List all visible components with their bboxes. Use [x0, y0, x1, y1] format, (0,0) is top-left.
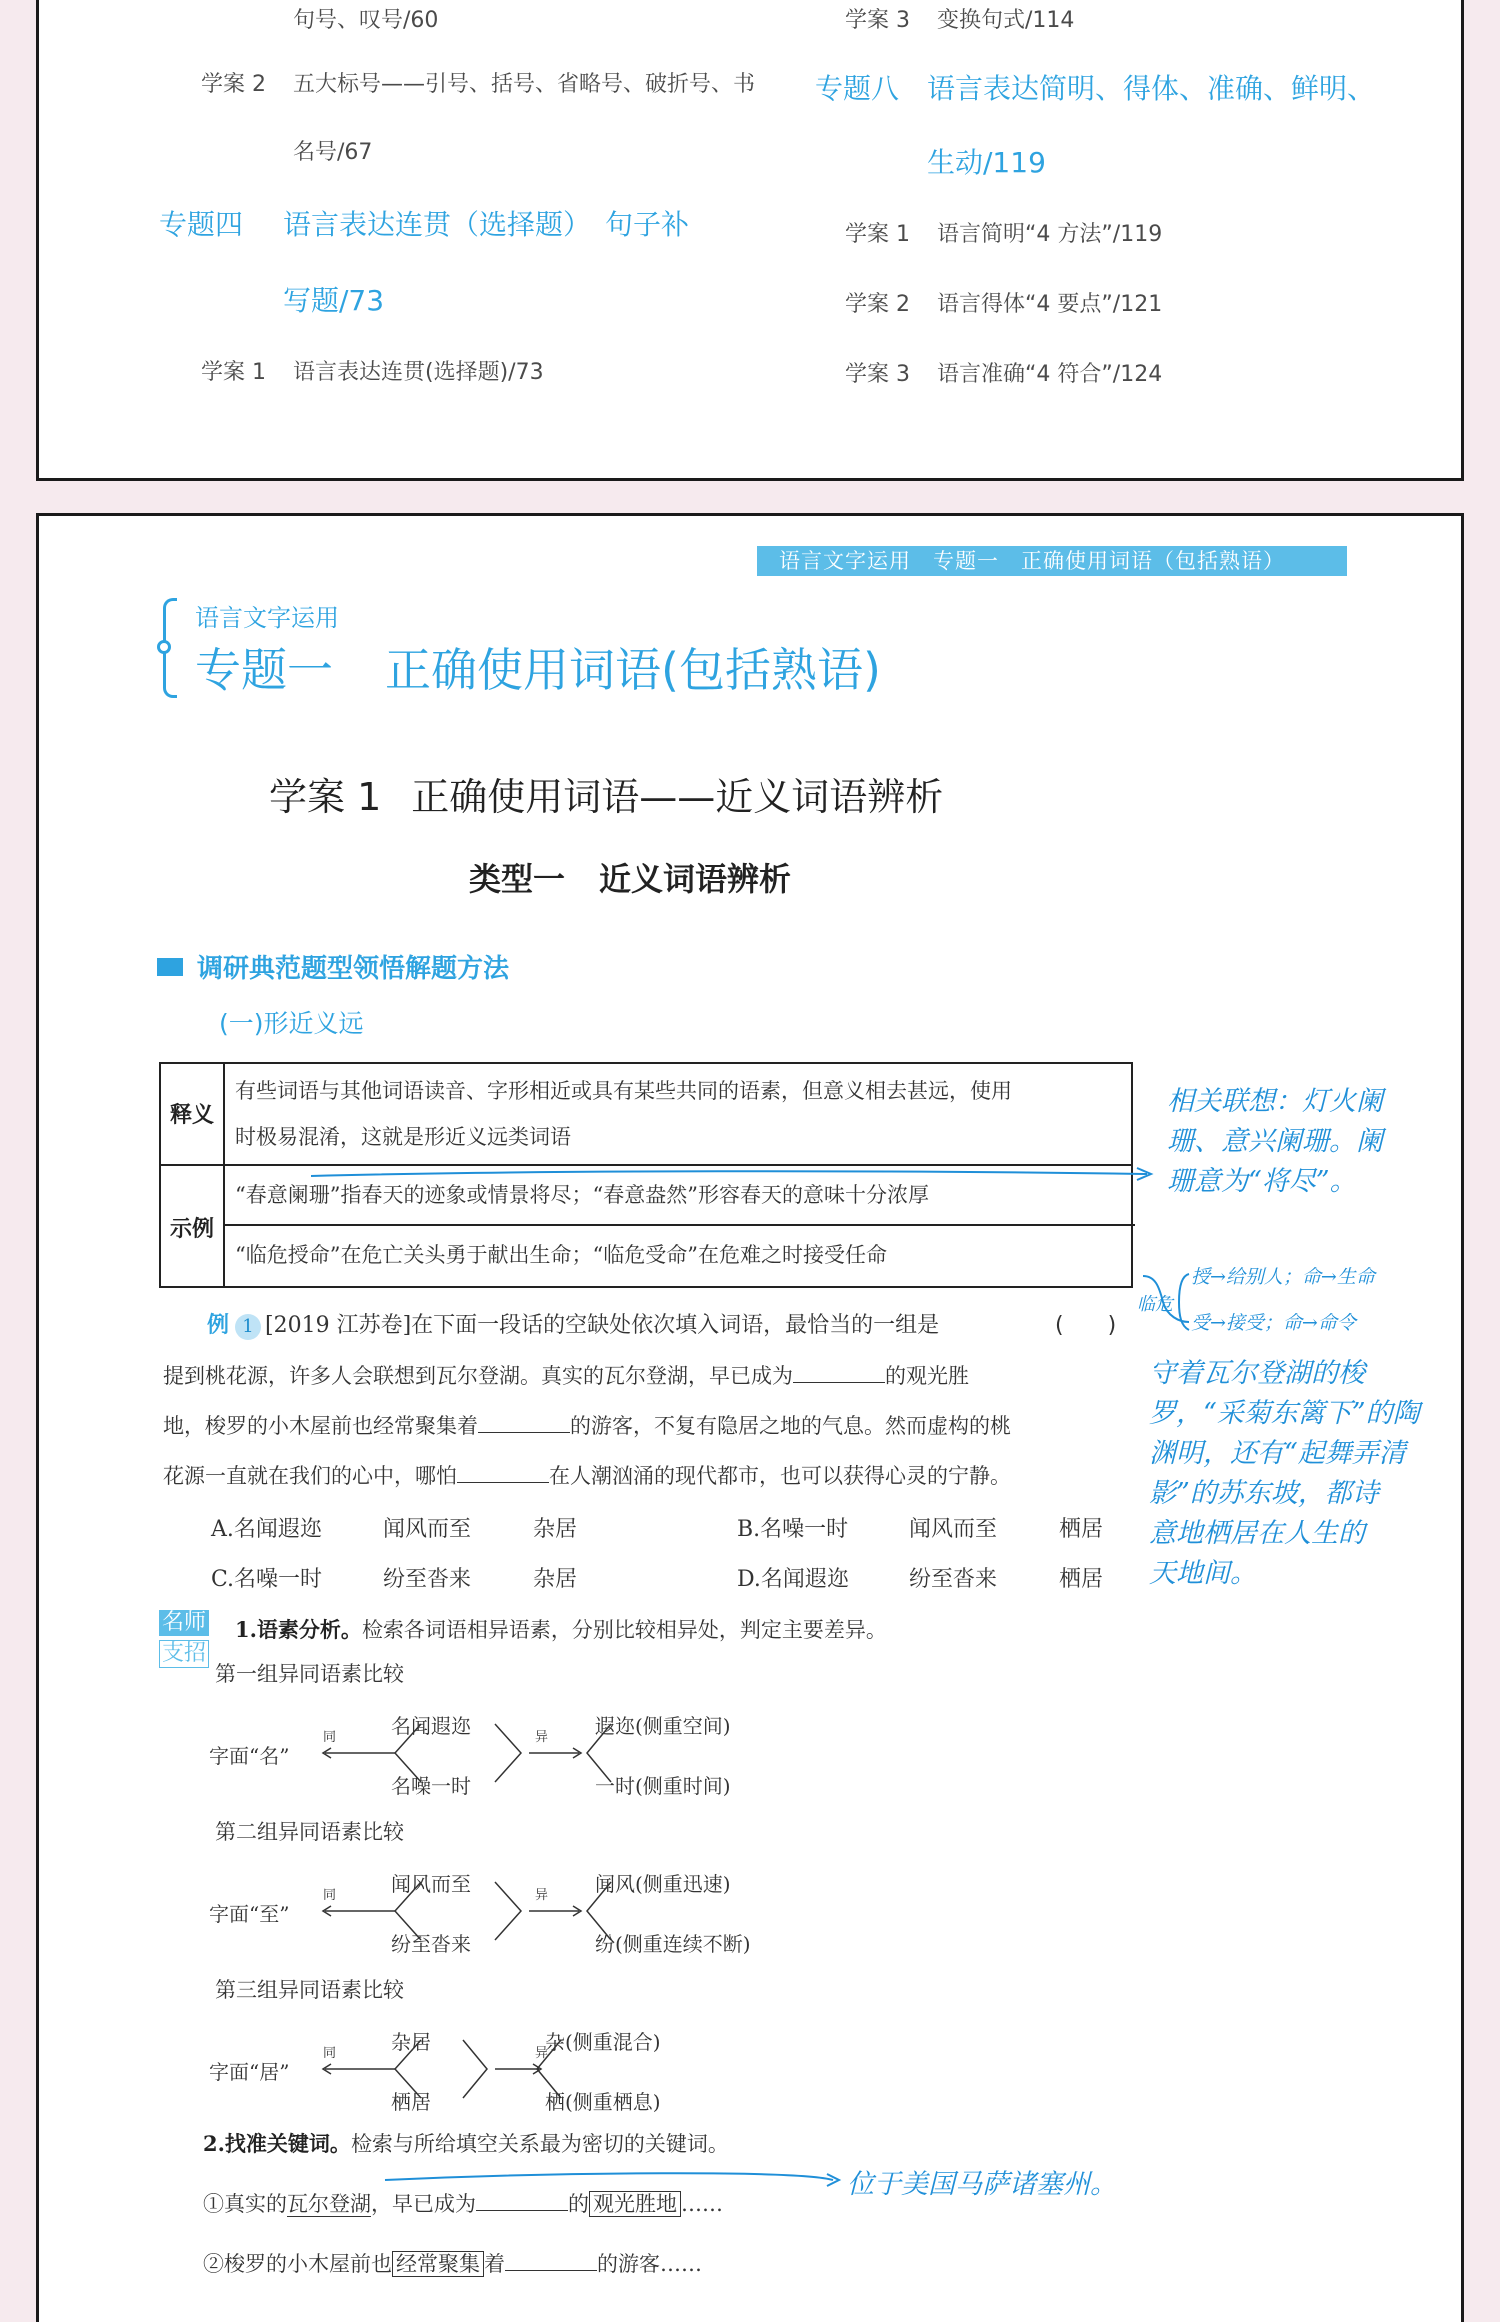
toc-case-1[interactable]: [201, 355, 544, 386]
step-2: [203, 2128, 729, 2158]
definition-line: 有些词语与其他词语读音、字形相近或具有某些共同的语素，但意义相去甚远，使用: [235, 1079, 1012, 1103]
note-line: 相关联想：灯火阑: [1167, 1086, 1383, 1117]
toc-topic-text: 语言表达简明、得体、准确、鲜明、: [927, 72, 1376, 105]
handwritten-note-3: [1149, 1354, 1420, 1594]
diagram-word: 栖居: [391, 2090, 431, 2114]
diagram-result: 一时(侧重时间): [595, 1774, 731, 1798]
group-title: 第三组异同语素比较: [215, 1978, 404, 2002]
option-word: 纷至沓来: [383, 1567, 472, 1592]
table-label-example: 示例: [169, 1217, 214, 1242]
toc-topic-cont[interactable]: [927, 141, 1046, 181]
header-part: 正确使用词语（包括熟语）: [1021, 549, 1285, 573]
diagram-result: 栖(侧重栖息): [545, 2090, 661, 2114]
passage-text: 提到桃花源，许多人会联想到瓦尔登湖。真实的瓦尔登湖，早已成为: [163, 1364, 793, 1388]
option-word: A.名闻遐迩: [211, 1517, 322, 1542]
passage-text: 的游客，不复有隐居之地的气息。然而虚构的桃: [570, 1414, 1011, 1438]
diagram-word: 名闻遐迩: [391, 1714, 471, 1738]
toc-tag: 学案 3: [845, 362, 910, 387]
lesson-name: 正确使用词语——近义词语辨析: [411, 775, 944, 819]
toc-tag: 学案 2: [845, 292, 910, 317]
handwritten-note-2-line: 授→给别人；命→生命: [1191, 1266, 1375, 1288]
option-word: 杂居: [533, 1517, 578, 1542]
answer-parentheses[interactable]: ( ): [1055, 1313, 1117, 1338]
keyword-text: 的游客……: [597, 2252, 702, 2276]
note-line: 罗，“采菊东篱下”的陶: [1149, 1398, 1420, 1429]
example-badge: 例: [207, 1312, 230, 1338]
option-word: C.名噪一时: [211, 1567, 323, 1592]
diagram-result: 闻风(侧重迅速): [595, 1872, 731, 1896]
toc-tag: 学案 2: [201, 72, 266, 97]
note-line: 渊明，还有“起舞弄清: [1149, 1438, 1406, 1469]
table-cell-example: “临危授命”在危亡关头勇于献出生命；“临危受命”在危难之时接受任命: [235, 1243, 887, 1267]
diagram-diff: 异: [535, 1888, 549, 1903]
toc-topic-tag: 专题八: [815, 72, 900, 105]
section-label: 语言文字运用: [195, 604, 339, 632]
toc-text: 语言得体“4 要点”/121: [937, 292, 1163, 317]
mentor-badge-top: 名师: [159, 1610, 209, 1636]
table-cell-example: “春意阑珊”指春天的迹象或情景将尽；“春意盎然”形容春天的意味十分浓厚: [235, 1183, 929, 1207]
toc-line[interactable]: [293, 135, 372, 166]
toc-line[interactable]: [293, 3, 438, 34]
diagram-word: 名噪一时: [391, 1774, 471, 1798]
example-stem-text: [2019 江苏卷]在下面一段话的空缺处依次填入词语，最恰当的一组是: [265, 1313, 940, 1338]
step-text: 检索各词语相异语素，分别比较相异处，判定主要差异。: [361, 1618, 887, 1642]
toc-text: 变换句式/114: [937, 8, 1075, 33]
header-part: 语言文字运用: [779, 549, 911, 573]
toc-text: 语言简明“4 方法”/119: [937, 222, 1163, 247]
diagram-word: 闻风而至: [391, 1872, 471, 1896]
step-title: 2.找准关键词。: [203, 2131, 351, 2156]
diagram-left: 字面“至”: [209, 1902, 290, 1926]
keyword-text: ……: [681, 2192, 723, 2216]
note-line: 影”的苏东坡，都诗: [1149, 1478, 1379, 1509]
handwritten-note-2-line: 受→接受；命→命令: [1191, 1312, 1356, 1334]
option-word: D.名闻遐迩: [737, 1567, 849, 1592]
note-line: 珊意为“将尽”。: [1167, 1166, 1357, 1197]
toc-topic-cont[interactable]: [283, 279, 384, 319]
diagram-same: 同: [323, 1730, 337, 1745]
toc-tag: 学案 1: [201, 360, 266, 385]
keyword-boxed: 经常聚集: [392, 2251, 484, 2277]
passage-text: 的观光胜: [885, 1364, 969, 1388]
lesson-number: 学案 1: [269, 775, 382, 819]
keyword-boxed: 观光胜地: [589, 2191, 681, 2217]
keyword-line-2: [203, 2248, 702, 2278]
toc-card: [36, 0, 1464, 481]
toc-topic-4[interactable]: [159, 203, 689, 243]
example-number: 1: [235, 1314, 261, 1340]
sub-heading: (一)形近义远: [219, 1009, 364, 1038]
topic-number: 专题一: [195, 643, 333, 697]
diagram-same: 同: [323, 2046, 337, 2061]
option-word: 闻风而至: [383, 1517, 472, 1542]
toc-topic-text: 写题/73: [283, 284, 385, 317]
toc-text: 语言准确“4 符合”/124: [937, 362, 1163, 387]
toc-tag: 学案 1: [845, 222, 910, 247]
section-heading-text: 调研典范题型领悟解题方法: [197, 954, 510, 984]
toc-text: 语言表达连贯(选择题)/73: [293, 360, 544, 385]
keyword-text: ①真实的: [203, 2192, 287, 2216]
keyword-blank[interactable]: [476, 2193, 568, 2211]
definition-line: 时极易混淆，这就是形近义远类词语: [235, 1125, 571, 1149]
passage-text: 花源一直就在我们的心中，哪怕: [163, 1464, 457, 1488]
keyword-text: ，早已成为: [371, 2192, 476, 2216]
group-title: 第二组异同语素比较: [215, 1820, 404, 1844]
toc-tag: 学案 3: [845, 8, 910, 33]
toc-topic-text: 语言表达连贯（选择题） 句子补: [283, 208, 690, 241]
diagram-result: 纷(侧重连续不断): [595, 1932, 751, 1956]
toc-topic-8[interactable]: [815, 67, 1375, 107]
diagram-result: 遐迩(侧重空间): [595, 1714, 731, 1738]
diagram-diff: 异: [535, 2046, 549, 2061]
textbook-page: [36, 513, 1464, 2322]
option-word: 杂居: [533, 1567, 578, 1592]
table-label-definition: 释义: [169, 1103, 214, 1128]
toc-case-3-right[interactable]: [845, 357, 1162, 388]
toc-text: 五大标号——引号、括号、省略号、破折号、书: [293, 72, 756, 97]
toc-case-3[interactable]: [845, 3, 1074, 34]
note-line: 天地间。: [1149, 1558, 1257, 1589]
diagram-same: 同: [323, 1888, 337, 1903]
mentor-badge-bottom: 支招: [159, 1640, 209, 1668]
diagram-word: 杂居: [391, 2030, 431, 2054]
diagram-word: 纷至沓来: [391, 1932, 471, 1956]
passage-text: 在人潮汹涌的现代都市，也可以获得心灵的宁静。: [549, 1464, 1011, 1488]
handwritten-note-1: [1167, 1082, 1383, 1202]
step-title: 1.语素分析。: [235, 1617, 362, 1642]
toc-case-1-right[interactable]: [845, 217, 1162, 248]
keyword-underlined: 瓦尔登湖: [287, 2192, 371, 2216]
toc-topic-text: 生动/119: [927, 146, 1046, 179]
keyword-line-1: [203, 2188, 723, 2218]
passage-text: 地，梭罗的小木屋前也经常聚集着: [163, 1414, 478, 1438]
toc-topic-tag: 专题四: [159, 208, 244, 241]
option-word: 纷至沓来: [909, 1567, 998, 1592]
header-part: 专题一: [933, 549, 999, 573]
diagram-left: 字面“居”: [209, 2060, 290, 2084]
step-text: 检索与所给填空关系最为密切的关键词。: [350, 2132, 729, 2156]
type-number: 类型一: [469, 860, 566, 898]
option-word: 栖居: [1059, 1517, 1104, 1542]
note-line: 守着瓦尔登湖的梭: [1149, 1358, 1365, 1389]
group-title: 第一组异同语素比较: [215, 1662, 404, 1686]
diagram-result: 杂(侧重混合): [545, 2030, 661, 2054]
topic-name: 正确使用词语(包括熟语): [385, 643, 881, 697]
note-line: 意地栖居在人生的: [1149, 1518, 1365, 1549]
keyword-text: 的: [568, 2192, 589, 2216]
keyword-text: 着: [484, 2252, 505, 2276]
type-name: 近义词语辨析: [599, 860, 792, 898]
option-word: B.名噪一时: [737, 1517, 849, 1542]
toc-case-2-right[interactable]: [845, 287, 1162, 318]
note-line: 珊、意兴阑珊。阑: [1167, 1126, 1383, 1157]
keyword-blank[interactable]: [505, 2253, 597, 2271]
keyword-text: ②梭罗的小木屋前也: [203, 2252, 392, 2276]
option-word: 栖居: [1059, 1567, 1104, 1592]
toc-text: 名号/67: [293, 140, 373, 165]
toc-text: 句号、叹号/60: [293, 8, 439, 33]
option-word: 闻风而至: [909, 1517, 998, 1542]
diagram-left: 字面“名”: [209, 1744, 290, 1768]
toc-case-2[interactable]: [201, 67, 755, 98]
handwritten-note-2-label: 临危: [1137, 1294, 1173, 1315]
handwritten-note-4: 位于美国马萨诸塞州。: [847, 2169, 1117, 2200]
diagram-diff: 异: [535, 1730, 549, 1745]
